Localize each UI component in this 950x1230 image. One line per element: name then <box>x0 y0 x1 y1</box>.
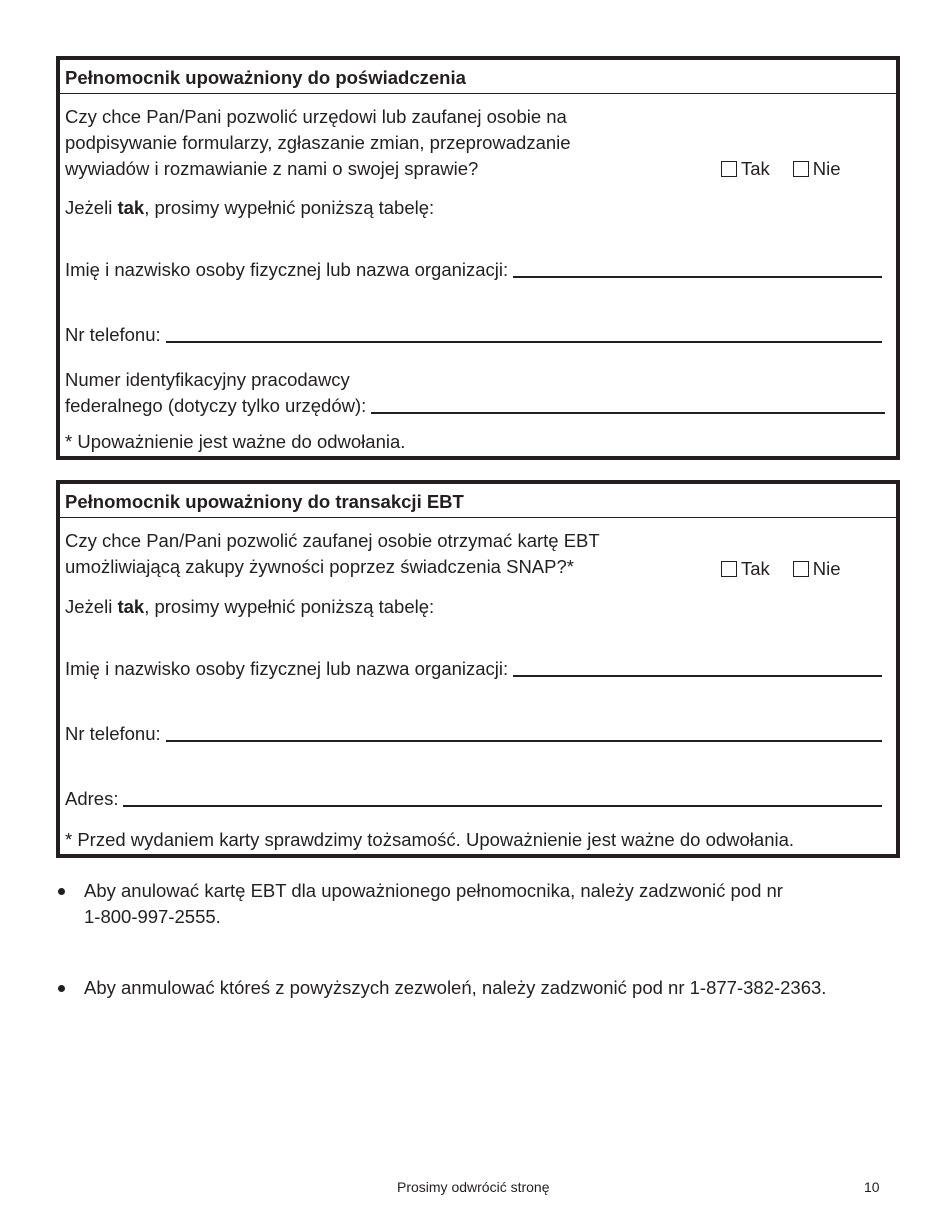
checkbox-box[interactable] <box>721 161 737 177</box>
question-line: podpisywanie formularzy, zgłaszanie zmian, przeprowadzanie <box>65 132 571 153</box>
no-checkbox[interactable] <box>793 556 841 582</box>
bullet-icon <box>58 985 65 992</box>
instruction-suffix: , prosimy wypełnić poniższą tabelę: <box>144 197 435 218</box>
employer-id-input-line[interactable] <box>371 411 885 414</box>
list-item <box>56 878 896 930</box>
phone-field-row <box>65 721 882 747</box>
footer-turn-page: Prosimy odwrócić stronę <box>397 1179 550 1195</box>
employer-label-line: Numer identyfikacyjny pracodawcy <box>65 369 350 390</box>
phone-field-row <box>65 322 882 348</box>
no-checkbox[interactable] <box>793 156 841 182</box>
no-label: Nie <box>812 158 841 179</box>
address-label: Adres: <box>65 788 119 809</box>
question-line: wywiadów i rozmawianie z nami o swojej sprawie? <box>65 158 479 179</box>
yes-no-choice <box>721 156 864 182</box>
checkbox-box[interactable] <box>793 561 809 577</box>
phone-input-line[interactable] <box>166 340 882 343</box>
instruction-text <box>65 594 434 620</box>
name-field-row <box>65 656 882 682</box>
question-line: umożliwiającą zakupy żywności poprzez świadczenia SNAP?* <box>65 556 574 577</box>
bullet-text-line: Aby anmulować któreś z powyższych zezwoleń, należy zadzwonić pod nr 1-877-382-2363. <box>84 977 827 998</box>
name-input-line[interactable] <box>513 275 882 278</box>
instruction-prefix: Jeżeli <box>65 197 118 218</box>
section-title: Pełnomocnik upoważniony do poświadczenia <box>60 60 896 94</box>
bullet-icon <box>58 888 65 895</box>
address-input-line[interactable] <box>123 804 882 807</box>
instruction-prefix: Jeżeli <box>65 596 118 617</box>
name-label: Imię i nazwisko osoby fizycznej lub nazwa organizacji: <box>65 658 509 679</box>
bullet-text-line: Aby anulować kartę EBT dla upoważnionego pełnomocnika, należy zadzwonić pod nr <box>84 880 783 901</box>
yes-label: Tak <box>741 558 770 579</box>
question-line: Czy chce Pan/Pani pozwolić urzędowi lub zaufanej osobie na <box>65 106 567 127</box>
validity-note: * Upoważnienie jest ważne do odwołania. <box>65 431 406 452</box>
question-line: Czy chce Pan/Pani pozwolić zaufanej osobie otrzymać kartę EBT <box>65 530 600 551</box>
phone-label: Nr telefonu: <box>65 324 161 345</box>
authorized-representative-section <box>56 56 900 460</box>
yes-label: Tak <box>741 158 770 179</box>
employer-id-label: federalnego (dotyczy tylko urzędów): <box>65 395 367 416</box>
instruction-bold: tak <box>117 197 145 218</box>
instruction-suffix: , prosimy wypełnić poniższą tabelę: <box>144 596 435 617</box>
phone-input-line[interactable] <box>166 739 882 742</box>
page-number: 10 <box>864 1179 880 1195</box>
name-label: Imię i nazwisko osoby fizycznej lub nazwa organizacji: <box>65 259 509 280</box>
yes-no-choice <box>721 556 864 582</box>
employer-id-field-row <box>65 393 885 419</box>
list-item <box>56 975 896 1001</box>
instruction-bold: tak <box>117 596 145 617</box>
phone-label: Nr telefonu: <box>65 723 161 744</box>
address-field-row <box>65 786 882 812</box>
ebt-representative-section <box>56 480 900 858</box>
instruction-text <box>65 195 434 221</box>
name-field-row <box>65 257 882 283</box>
yes-checkbox[interactable] <box>721 156 770 182</box>
checkbox-box[interactable] <box>721 561 737 577</box>
name-input-line[interactable] <box>513 674 882 677</box>
bullet-text-line: 1-800-997-2555. <box>84 906 221 927</box>
section-title: Pełnomocnik upoważniony do transakcji EBT <box>60 484 896 518</box>
validity-note: * Przed wydaniem karty sprawdzimy tożsamość. Upoważnienie jest ważne do odwołania. <box>65 829 795 850</box>
yes-checkbox[interactable] <box>721 556 770 582</box>
no-label: Nie <box>812 558 841 579</box>
checkbox-box[interactable] <box>793 161 809 177</box>
